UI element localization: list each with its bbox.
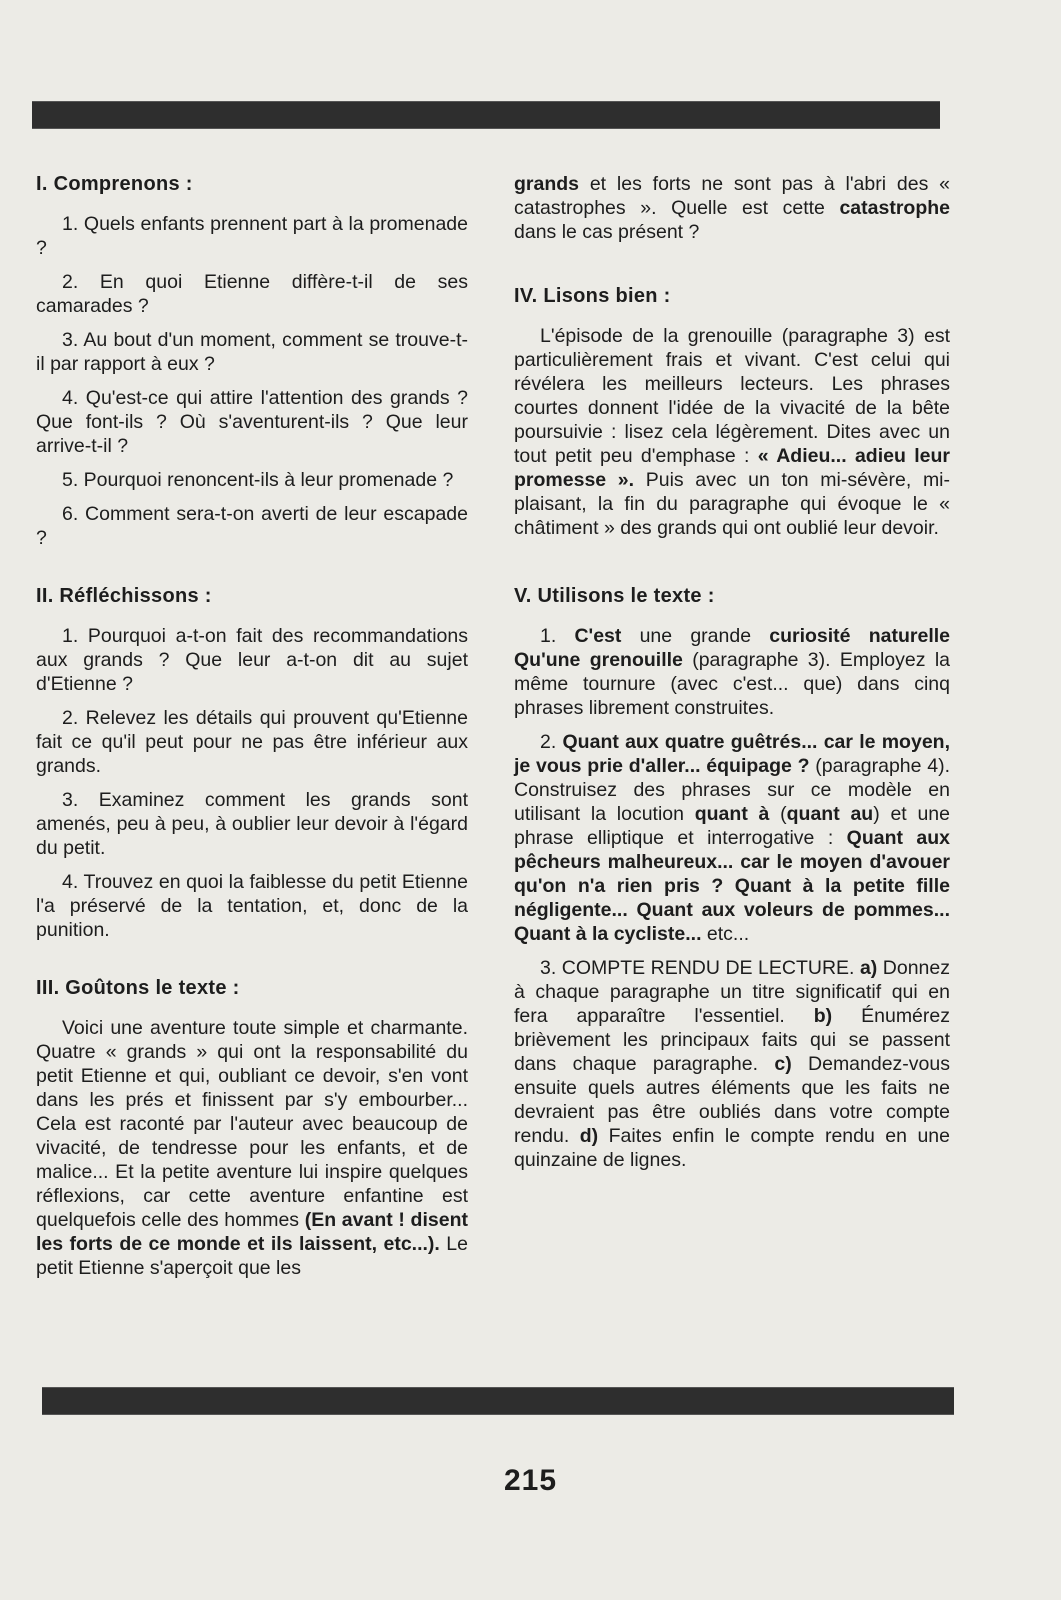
section-title: II. Réfléchissons : bbox=[36, 585, 212, 607]
text-run: ) et une phrase elliptique et interrogative : bbox=[514, 803, 950, 849]
page-number: 215 bbox=[503, 1464, 558, 1497]
bold-run: c) bbox=[774, 1053, 792, 1075]
text-run: Le petit Etienne s'aperçoit que les bbox=[36, 1233, 468, 1279]
text-run: Demandez-vous ensuite quels autres éléments que les faits ne devraient pas être oubliés dans votre compte rendu. bbox=[514, 1053, 950, 1147]
question-item: 4. Trouvez en quoi la faiblesse du petit Etienne l'a préservé de la tentation, et, donc de la punition. bbox=[36, 871, 468, 941]
bold-run: Quant aux quatre guêtrés... car le moyen, je vous prie d'aller... équipage ? bbox=[514, 731, 950, 777]
text-run: (paragraphe 4). Construisez des phrases sur ce modèle en utilisant la locution bbox=[514, 755, 950, 825]
bold-run: quant au bbox=[786, 803, 874, 825]
goutons-continuation bbox=[514, 172, 950, 244]
bold-run: quant à bbox=[694, 803, 770, 825]
section-title: I. Comprenons : bbox=[36, 173, 193, 195]
question-item: 1. Quels enfants prennent part à la promenade ? bbox=[36, 213, 468, 259]
section-title: V. Utilisons le texte : bbox=[514, 585, 715, 607]
section-utilisons bbox=[514, 584, 950, 1172]
text-run: Voici une aventure toute simple et charmante. Quatre « grands » qui ont la responsabilité du petit Etienne et qui, oubliant ce devoir, s'en vont dans les prés et finissent par s'y embourber... Cela est raconté par l'auteur avec beaucoup de vivacité, de tendresse pour les enfants, et de malice... Et la petite aventure lui inspire quelques réflexions, car cette aventure enfantine est quelquefois celle des hommes bbox=[36, 1017, 468, 1231]
text-run: 1. bbox=[540, 625, 575, 647]
bold-run: C'est bbox=[574, 625, 622, 647]
text-run: Faites enfin le compte rendu en une quinzaine de lignes. bbox=[514, 1125, 950, 1171]
text-run: 2. bbox=[540, 731, 563, 753]
question-item: 5. Pourquoi renoncent-ils à leur promenade ? bbox=[62, 469, 454, 491]
question-item: 6. Comment sera-t-on averti de leur escapade ? bbox=[36, 503, 468, 549]
bold-run: Quant aux pêcheurs malheureux... car le moyen d'avouer qu'on n'a rien pris ? Quant à la petite fille négligente... Quant aux voleurs de pommes... Quant à la cycliste... bbox=[514, 827, 950, 945]
text-run: etc... bbox=[701, 923, 750, 945]
section-title: IV. Lisons bien : bbox=[514, 285, 671, 307]
bold-run: (En avant ! disent les forts de ce monde et ils laissent, etc...). bbox=[36, 1209, 468, 1255]
section-title: III. Goûtons le texte : bbox=[36, 977, 240, 999]
question-item: 3. Au bout d'un moment, comment se trouve-t-il par rapport à eux ? bbox=[36, 329, 468, 375]
text-run: et les forts ne sont pas à l'abri des « catastrophes ». Quelle est cette bbox=[514, 173, 950, 219]
bold-run: d) bbox=[579, 1125, 599, 1147]
bottom-rule-bar bbox=[42, 1387, 954, 1415]
left-column bbox=[36, 172, 468, 1314]
top-rule-bar bbox=[32, 101, 940, 129]
section-reflechissons bbox=[36, 584, 468, 942]
exercise-item bbox=[514, 956, 950, 1172]
bold-run: curiosité naturelle Qu'une grenouille bbox=[514, 625, 951, 671]
right-column bbox=[514, 172, 950, 1206]
question-item: 2. En quoi Etienne diffère-t-il de ses camarades ? bbox=[36, 271, 468, 317]
section-comprenons bbox=[36, 172, 468, 550]
lisons-paragraph bbox=[514, 324, 950, 540]
bold-run: b) bbox=[813, 1005, 833, 1027]
text-run: une grande bbox=[621, 625, 770, 647]
goutons-paragraph-part1 bbox=[36, 1016, 468, 1280]
bold-run: grands bbox=[514, 173, 580, 195]
bold-run: « Adieu... adieu leur promesse ». bbox=[514, 445, 950, 491]
section-lisons bbox=[514, 284, 950, 540]
bold-run: a) bbox=[859, 957, 878, 979]
text-run: (paragraphe 3). Employez la même tournure (avec c'est... que) dans cinq phrases librement construites. bbox=[514, 649, 950, 719]
question-item: 2. Relevez les détails qui prouvent qu'Etienne fait ce qu'il peut pour ne pas être inférieur aux grands. bbox=[36, 707, 468, 777]
goutons-paragraph-part2 bbox=[514, 172, 950, 244]
bold-run: catastrophe bbox=[839, 197, 950, 219]
exercise-item bbox=[514, 730, 950, 946]
text-run: L'épisode de la grenouille (paragraphe 3) est particulièrement frais et vivant. C'est celui qui révélera les meilleurs lecteurs. Les phrases courtes donnent l'idée de la vivacité de la bête poursuivie : lisez cela légèrement. Dites avec un tout petit peu d'emphase : bbox=[514, 325, 950, 467]
section-goutons bbox=[36, 976, 468, 1280]
question-item: 3. Examinez comment les grands sont amenés, peu à peu, à oublier leur devoir à l'égard du petit. bbox=[36, 789, 468, 859]
text-run: ( bbox=[769, 803, 787, 825]
exercise-item bbox=[514, 624, 950, 720]
question-item: 1. Pourquoi a-t-on fait des recommandations aux grands ? Que leur a-t-on dit au sujet d'Etienne ? bbox=[36, 625, 468, 695]
question-item: 4. Qu'est-ce qui attire l'attention des grands ? Que font-ils ? Où s'aventurent-ils ? Que leur arrive-t-il ? bbox=[36, 387, 468, 457]
text-run: 3. COMPTE RENDU DE LECTURE. bbox=[540, 957, 860, 979]
text-run: Puis avec un ton mi-sévère, mi-plaisant, la fin du paragraphe qui évoque le « châtiment » des grands qui ont oublié leur devoir. bbox=[514, 469, 951, 539]
text-run: Donnez à chaque paragraphe un titre significatif qui en fera apparaître l'essentiel. bbox=[514, 957, 950, 1027]
text-run: dans le cas présent ? bbox=[514, 221, 700, 243]
text-run: Énumérez brièvement les principaux faits qui se passent dans chaque paragraphe. bbox=[514, 1005, 950, 1075]
